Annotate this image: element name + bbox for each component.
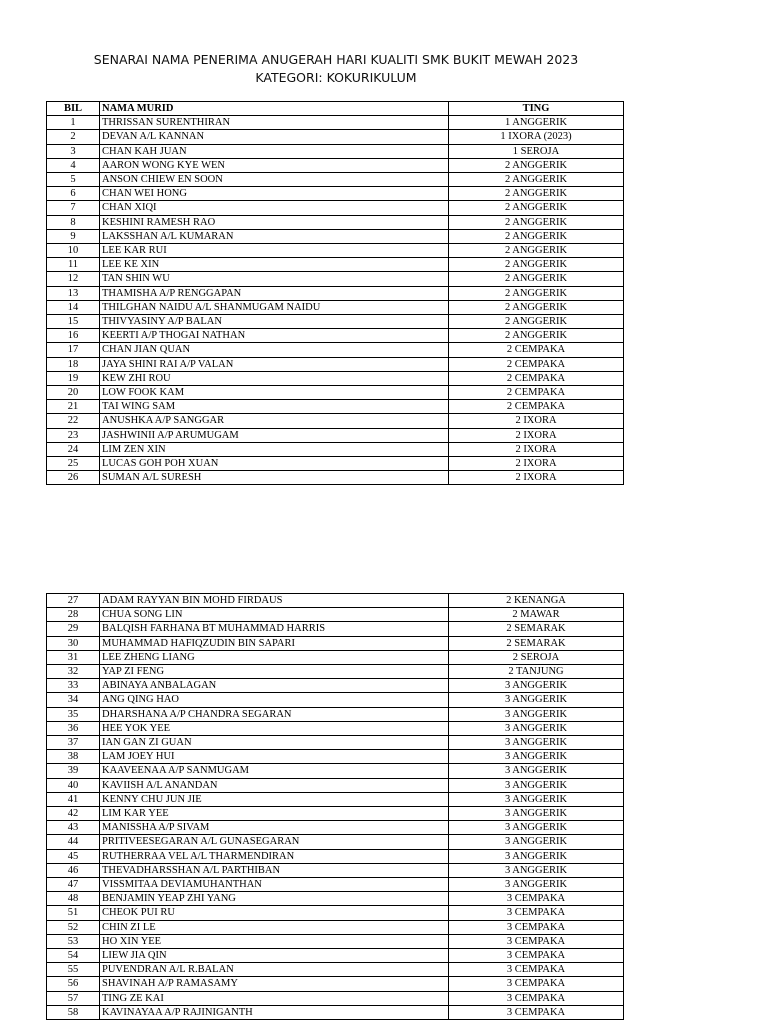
cell-nama-murid: SHAVINAH A/P RAMASAMY [100,977,449,991]
table-row [47,130,624,144]
cell-bil: 48 [47,892,100,906]
cell-ting: 2 ANGGERIK [449,258,624,272]
cell-ting: 2 ANGGERIK [449,329,624,343]
table-row [47,414,624,428]
table-row [47,442,624,456]
cell-nama-murid: THIVYASINY A/P BALAN [100,315,449,329]
cell-bil: 29 [47,622,100,636]
table-row [47,343,624,357]
cell-nama-murid: CHAN JIAN QUAN [100,343,449,357]
cell-nama-murid: LAKSSHAN A/L KUMARAN [100,229,449,243]
cell-ting: 3 ANGGERIK [449,750,624,764]
cell-nama-murid: TAI WING SAM [100,400,449,414]
table-row [47,471,624,485]
cell-bil: 3 [47,144,100,158]
cell-ting: 2 SEROJA [449,650,624,664]
table-row [47,934,624,948]
cell-ting: 3 ANGGERIK [449,679,624,693]
cell-bil: 32 [47,665,100,679]
cell-ting: 2 ANGGERIK [449,215,624,229]
cell-nama-murid: YAP ZI FENG [100,665,449,679]
cell-bil: 55 [47,963,100,977]
cell-nama-murid: LUCAS GOH POH XUAN [100,457,449,471]
cell-bil: 10 [47,244,100,258]
cell-nama-murid: CHAN XIQI [100,201,449,215]
cell-ting: 3 CEMPAKA [449,934,624,948]
cell-ting: 2 ANGGERIK [449,244,624,258]
cell-ting: 2 KENANGA [449,594,624,608]
cell-ting: 1 SEROJA [449,144,624,158]
cell-bil: 4 [47,158,100,172]
cell-bil: 1 [47,116,100,130]
cell-nama-murid: PUVENDRAN A/L R.BALAN [100,963,449,977]
cell-bil: 8 [47,215,100,229]
cell-bil: 52 [47,920,100,934]
cell-nama-murid: KENNY CHU JUN JIE [100,792,449,806]
cell-ting: 3 ANGGERIK [449,863,624,877]
cell-bil: 39 [47,764,100,778]
cell-bil: 17 [47,343,100,357]
cell-ting: 3 CEMPAKA [449,892,624,906]
cell-nama-murid: HEE YOK YEE [100,721,449,735]
table-row [47,693,624,707]
cell-nama-murid: THEVADHARSSHAN A/L PARTHIBAN [100,863,449,877]
cell-bil: 38 [47,750,100,764]
cell-ting: 3 ANGGERIK [449,764,624,778]
cell-bil: 36 [47,721,100,735]
table-row [47,863,624,877]
cell-ting: 2 TANJUNG [449,665,624,679]
table-row [47,608,624,622]
cell-nama-murid: BENJAMIN YEAP ZHI YANG [100,892,449,906]
cell-ting: 2 SEMARAK [449,622,624,636]
cell-nama-murid: TING ZE KAI [100,991,449,1005]
cell-bil: 20 [47,386,100,400]
cell-nama-murid: VISSMITAA DEVIAMUHANTHAN [100,878,449,892]
cell-nama-murid: THRISSAN SURENTHIRAN [100,116,449,130]
cell-nama-murid: LEE ZHENG LIANG [100,650,449,664]
cell-bil: 43 [47,821,100,835]
document-subtitle: KATEGORI: KOKURIKULUM [255,70,417,85]
cell-bil: 46 [47,863,100,877]
cell-nama-murid: CHAN WEI HONG [100,187,449,201]
cell-ting: 3 ANGGERIK [449,693,624,707]
table-body-2 [47,594,624,1020]
table-row [47,949,624,963]
table-row [47,665,624,679]
cell-ting: 2 SEMARAK [449,636,624,650]
cell-ting: 3 ANGGERIK [449,736,624,750]
cell-bil: 53 [47,934,100,948]
cell-ting: 2 IXORA [449,414,624,428]
cell-nama-murid: PRITIVEESEGARAN A/L GUNASEGARAN [100,835,449,849]
table-row [47,594,624,608]
cell-ting: 3 CEMPAKA [449,977,624,991]
cell-ting: 3 ANGGERIK [449,835,624,849]
cell-nama-murid: BALQISH FARHANA BT MUHAMMAD HARRIS [100,622,449,636]
cell-nama-murid: DHARSHANA A/P CHANDRA SEGARAN [100,707,449,721]
cell-nama-murid: LOW FOOK KAM [100,386,449,400]
cell-ting: 3 CEMPAKA [449,906,624,920]
recipients-table-1 [46,101,624,485]
table-row [47,721,624,735]
cell-ting: 3 ANGGERIK [449,807,624,821]
table-row [47,300,624,314]
table-row [47,807,624,821]
cell-bil: 27 [47,594,100,608]
cell-bil: 33 [47,679,100,693]
cell-nama-murid: HO XIN YEE [100,934,449,948]
cell-ting: 2 ANGGERIK [449,173,624,187]
cell-bil: 11 [47,258,100,272]
table-row [47,622,624,636]
cell-bil: 41 [47,792,100,806]
cell-nama-murid: ANG QING HAO [100,693,449,707]
table-row [47,1005,624,1019]
cell-nama-murid: LIM ZEN XIN [100,442,449,456]
table-row [47,906,624,920]
cell-bil: 23 [47,428,100,442]
cell-nama-murid: CHAN KAH JUAN [100,144,449,158]
cell-ting: 2 ANGGERIK [449,286,624,300]
cell-nama-murid: LIEW JIA QIN [100,949,449,963]
cell-nama-murid: THAMISHA A/P RENGGAPAN [100,286,449,300]
table-row [47,736,624,750]
table-row [47,457,624,471]
cell-ting: 3 ANGGERIK [449,792,624,806]
cell-bil: 25 [47,457,100,471]
table-row [47,400,624,414]
table-row [47,116,624,130]
cell-bil: 51 [47,906,100,920]
cell-bil: 15 [47,315,100,329]
cell-bil: 12 [47,272,100,286]
table-row [47,821,624,835]
table-row [47,835,624,849]
cell-ting: 2 IXORA [449,471,624,485]
cell-ting: 2 CEMPAKA [449,343,624,357]
table-header-row [47,102,624,116]
cell-ting: 2 ANGGERIK [449,229,624,243]
cell-nama-murid: ANUSHKA A/P SANGGAR [100,414,449,428]
cell-ting: 3 CEMPAKA [449,991,624,1005]
table-row [47,764,624,778]
cell-bil: 42 [47,807,100,821]
table-row [47,428,624,442]
cell-ting: 3 ANGGERIK [449,707,624,721]
cell-bil: 21 [47,400,100,414]
cell-bil: 7 [47,201,100,215]
cell-bil: 18 [47,357,100,371]
table-row [47,963,624,977]
cell-bil: 31 [47,650,100,664]
cell-ting: 2 MAWAR [449,608,624,622]
cell-bil: 57 [47,991,100,1005]
cell-nama-murid: JAYA SHINI RAI A/P VALAN [100,357,449,371]
cell-bil: 44 [47,835,100,849]
cell-nama-murid: KAVINAYAA A/P RAJINIGANTH [100,1005,449,1019]
table-row [47,244,624,258]
cell-nama-murid: TAN SHIN WU [100,272,449,286]
cell-bil: 24 [47,442,100,456]
cell-ting: 3 CEMPAKA [449,963,624,977]
cell-bil: 26 [47,471,100,485]
cell-nama-murid: ADAM RAYYAN BIN MOHD FIRDAUS [100,594,449,608]
cell-ting: 3 ANGGERIK [449,878,624,892]
cell-nama-murid: AARON WONG KYE WEN [100,158,449,172]
cell-nama-murid: LEE KE XIN [100,258,449,272]
table-row [47,650,624,664]
cell-ting: 3 ANGGERIK [449,778,624,792]
column-header-nama: NAMA MURID [100,102,449,116]
cell-bil: 9 [47,229,100,243]
cell-nama-murid: KESHINI RAMESH RAO [100,215,449,229]
cell-bil: 45 [47,849,100,863]
table-row [47,977,624,991]
cell-ting: 2 ANGGERIK [449,201,624,215]
table-row [47,920,624,934]
cell-bil: 35 [47,707,100,721]
cell-nama-murid: KEW ZHI ROU [100,371,449,385]
cell-ting: 2 CEMPAKA [449,386,624,400]
table-row [47,144,624,158]
table-row [47,173,624,187]
cell-nama-murid: ABINAYA ANBALAGAN [100,679,449,693]
table-row [47,315,624,329]
column-header-bil: BIL [47,102,100,116]
cell-bil: 5 [47,173,100,187]
cell-bil: 34 [47,693,100,707]
cell-bil: 28 [47,608,100,622]
cell-ting: 2 CEMPAKA [449,371,624,385]
cell-nama-murid: LIM KAR YEE [100,807,449,821]
cell-bil: 22 [47,414,100,428]
cell-bil: 47 [47,878,100,892]
cell-ting: 2 CEMPAKA [449,400,624,414]
cell-bil: 6 [47,187,100,201]
cell-ting: 1 ANGGERIK [449,116,624,130]
cell-ting: 3 ANGGERIK [449,849,624,863]
table-row [47,792,624,806]
table-row [47,187,624,201]
cell-bil: 19 [47,371,100,385]
table-row [47,892,624,906]
table-row [47,158,624,172]
table-row [47,679,624,693]
cell-ting: 2 ANGGERIK [449,272,624,286]
cell-nama-murid: ANSON CHIEW EN SOON [100,173,449,187]
table-row [47,286,624,300]
cell-nama-murid: JASHWINII A/P ARUMUGAM [100,428,449,442]
recipients-table-2 [46,593,624,1020]
cell-ting: 3 CEMPAKA [449,949,624,963]
cell-nama-murid: SUMAN A/L SURESH [100,471,449,485]
table-row [47,258,624,272]
cell-bil: 2 [47,130,100,144]
table-row [47,272,624,286]
cell-ting: 3 ANGGERIK [449,721,624,735]
cell-ting: 2 ANGGERIK [449,315,624,329]
cell-nama-murid: MANISSHA A/P SIVAM [100,821,449,835]
cell-nama-murid: LEE KAR RUI [100,244,449,258]
cell-nama-murid: IAN GAN ZI GUAN [100,736,449,750]
cell-nama-murid: MUHAMMAD HAFIQZUDIN BIN SAPARI [100,636,449,650]
cell-nama-murid: CHIN ZI LE [100,920,449,934]
cell-bil: 30 [47,636,100,650]
table-row [47,778,624,792]
table-row [47,386,624,400]
cell-bil: 16 [47,329,100,343]
cell-ting: 3 CEMPAKA [449,920,624,934]
cell-ting: 2 ANGGERIK [449,187,624,201]
table-row [47,329,624,343]
table-row [47,707,624,721]
cell-ting: 3 CEMPAKA [449,1005,624,1019]
column-header-ting: TING [449,102,624,116]
cell-nama-murid: KAVIISH A/L ANANDAN [100,778,449,792]
table-row [47,849,624,863]
table-row [47,991,624,1005]
cell-nama-murid: KAAVEENAA A/P SANMUGAM [100,764,449,778]
table-body-1 [47,116,624,485]
table-row [47,215,624,229]
table-row [47,750,624,764]
cell-bil: 58 [47,1005,100,1019]
cell-ting: 2 CEMPAKA [449,357,624,371]
cell-bil: 13 [47,286,100,300]
cell-nama-murid: LAM JOEY HUI [100,750,449,764]
cell-ting: 2 IXORA [449,428,624,442]
cell-bil: 40 [47,778,100,792]
table-row [47,371,624,385]
cell-ting: 2 IXORA [449,442,624,456]
table-row [47,878,624,892]
cell-nama-murid: CHEOK PUI RU [100,906,449,920]
cell-bil: 56 [47,977,100,991]
cell-ting: 2 ANGGERIK [449,300,624,314]
cell-ting: 1 IXORA (2023) [449,130,624,144]
table-row [47,201,624,215]
table-row [47,357,624,371]
cell-nama-murid: DEVAN A/L KANNAN [100,130,449,144]
cell-ting: 2 IXORA [449,457,624,471]
table-row [47,229,624,243]
cell-bil: 37 [47,736,100,750]
cell-nama-murid: CHUA SONG LIN [100,608,449,622]
table-row [47,636,624,650]
cell-bil: 54 [47,949,100,963]
cell-ting: 3 ANGGERIK [449,821,624,835]
cell-ting: 2 ANGGERIK [449,158,624,172]
cell-nama-murid: RUTHERRAA VEL A/L THARMENDIRAN [100,849,449,863]
cell-nama-murid: KEERTI A/P THOGAI NATHAN [100,329,449,343]
document-title: SENARAI NAMA PENERIMA ANUGERAH HARI KUALITI SMK BUKIT MEWAH 2023 [93,52,579,67]
cell-bil: 14 [47,300,100,314]
cell-nama-murid: THILGHAN NAIDU A/L SHANMUGAM NAIDU [100,300,449,314]
